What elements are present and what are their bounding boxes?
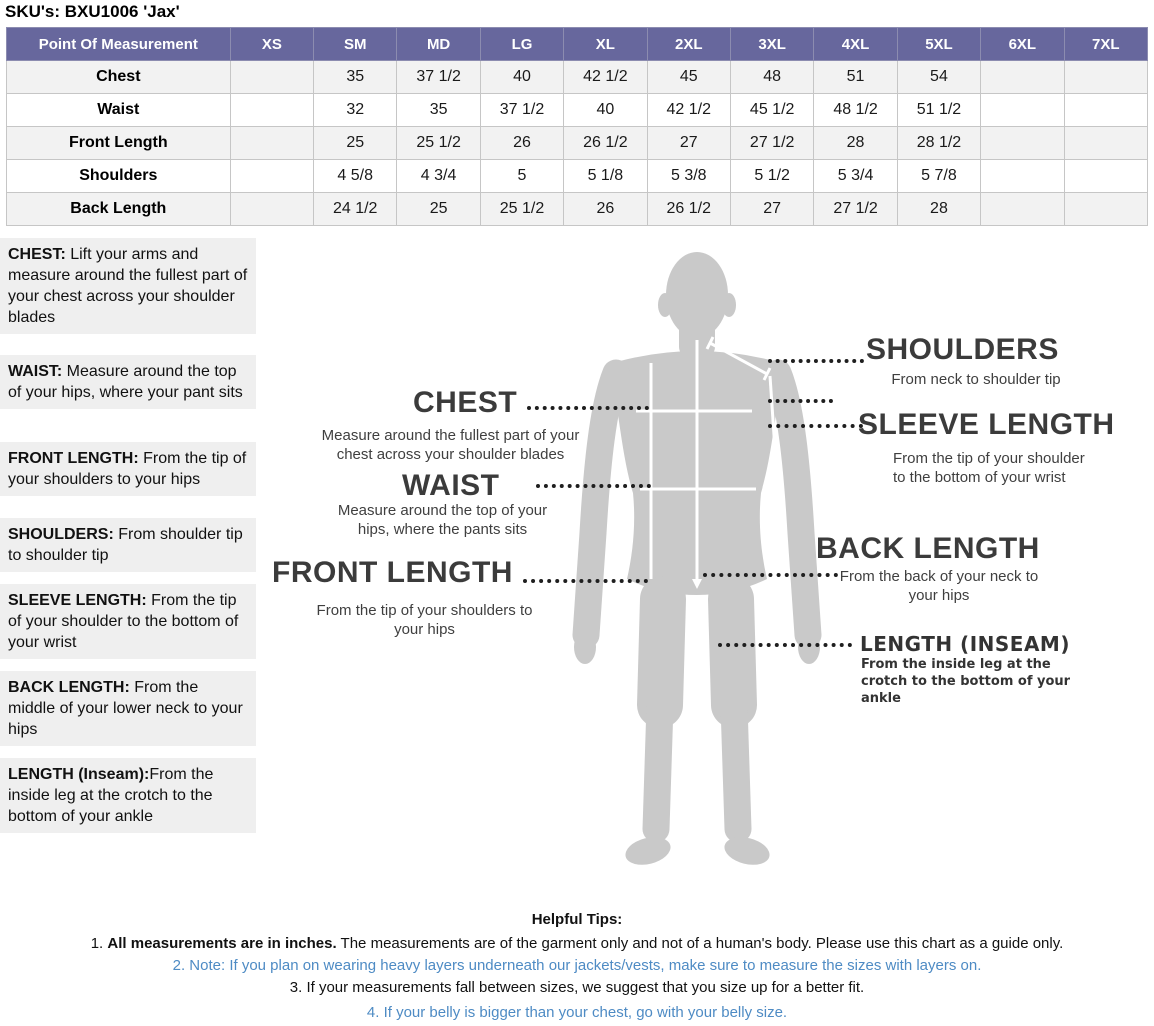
chest-diagram-desc: Measure around the fullest part of your chest across your shoulder blades (321, 427, 580, 463)
col-header-size-lg: LG (480, 28, 563, 61)
definition-box-length-inseam (0, 758, 256, 833)
size-value-cell (981, 193, 1064, 226)
inseam-diagram-desc: From the inside leg at the crotch to the bottom of your ankle (861, 657, 1071, 706)
definition-term: LENGTH (Inseam): (8, 766, 150, 783)
size-value-cell: 51 1/2 (897, 94, 980, 127)
col-header-point-of-measurement: Point Of Measurement (7, 28, 231, 61)
size-value-cell: 27 1/2 (730, 127, 813, 160)
tip-2: 2. Note: If you plan on wearing heavy layers underneath our jackets/vests, make sure to measure the sizes with layers on. (172, 957, 982, 974)
size-value-cell: 26 1/2 (564, 127, 647, 160)
col-header-size-5xl: 5XL (897, 28, 980, 61)
definition-text: From the middle of your lower neck to your hips (8, 679, 243, 738)
size-value-cell: 40 (564, 94, 647, 127)
page-title: SKU's: BXU1006 'Jax' (5, 2, 180, 21)
size-value-cell: 28 1/2 (897, 127, 980, 160)
definition-box-shoulders (0, 518, 256, 572)
size-value-cell: 45 1/2 (730, 94, 813, 127)
definition-box-chest (0, 238, 256, 334)
size-value-cell: 5 1/8 (564, 160, 647, 193)
size-value-cell: 51 (814, 61, 897, 94)
size-value-cell: 35 (314, 61, 397, 94)
size-value-cell: 5 3/8 (647, 160, 730, 193)
size-value-cell: 5 1/2 (730, 160, 813, 193)
size-table-container (6, 27, 1148, 226)
definition-text: From the inside leg at the crotch to the bottom of your ankle (8, 766, 214, 825)
definition-box-back-length (0, 671, 256, 746)
tip-1-text: The measurements are of the garment only and not of a human's body. Please use this chart as a guide only. (336, 935, 1064, 952)
size-value-cell: 48 (730, 61, 813, 94)
col-header-size-2xl: 2XL (647, 28, 730, 61)
size-value-cell (230, 94, 313, 127)
size-value-cell: 4 5/8 (314, 160, 397, 193)
col-header-size-xs: XS (230, 28, 313, 61)
col-header-size-7xl: 7XL (1064, 28, 1147, 61)
definition-term: SLEEVE LENGTH: (8, 592, 147, 609)
size-value-cell: 42 1/2 (564, 61, 647, 94)
definition-term: FRONT LENGTH: (8, 450, 139, 467)
size-value-cell: 40 (480, 61, 563, 94)
chest-diagram-label: CHEST (413, 386, 518, 419)
shoulders-diagram-desc: From neck to shoulder tip (891, 371, 1061, 388)
back-length-diagram-label: BACK LENGTH (816, 532, 1040, 565)
waist-diagram-label: WAIST (402, 469, 500, 502)
size-value-cell (230, 193, 313, 226)
size-value-cell (981, 94, 1064, 127)
table-row-back-length (7, 193, 1148, 226)
sleeve-length-leader-line (768, 424, 863, 428)
size-value-cell: 26 (480, 127, 563, 160)
back-length-diagram-desc: From the back of your neck to your hips (839, 568, 1039, 604)
size-value-cell: 28 (897, 193, 980, 226)
inseam-leader-line (718, 643, 852, 647)
size-value-cell (1064, 160, 1147, 193)
size-value-cell (981, 61, 1064, 94)
size-value-cell: 27 1/2 (814, 193, 897, 226)
body-silhouette-figure (560, 243, 860, 883)
size-table (6, 27, 1148, 226)
definition-text: From shoulder tip to shoulder tip (8, 526, 243, 564)
size-value-cell: 35 (397, 94, 480, 127)
table-row-front-length (7, 127, 1148, 160)
size-value-cell: 37 1/2 (480, 94, 563, 127)
col-header-size-6xl: 6XL (981, 28, 1064, 61)
size-value-cell: 42 1/2 (647, 94, 730, 127)
size-value-cell: 5 7/8 (897, 160, 980, 193)
size-value-cell: 27 (647, 127, 730, 160)
size-value-cell: 37 1/2 (397, 61, 480, 94)
size-value-cell: 5 3/4 (814, 160, 897, 193)
size-value-cell (230, 160, 313, 193)
size-value-cell: 25 1/2 (397, 127, 480, 160)
sleeve-length-diagram-desc: From the tip of your shoulder to the bottom of your wrist (893, 450, 1085, 486)
size-value-cell (981, 127, 1064, 160)
definition-box-front-length (0, 442, 256, 496)
size-value-cell: 24 1/2 (314, 193, 397, 226)
size-value-cell (1064, 61, 1147, 94)
size-value-cell (230, 127, 313, 160)
row-label: Back Length (7, 193, 231, 226)
tip-4: 4. If your belly is bigger than your chest, go with your belly size. (366, 1004, 788, 1021)
col-header-size-4xl: 4XL (814, 28, 897, 61)
row-label: Chest (7, 61, 231, 94)
waist-leader-line (536, 484, 651, 488)
table-row-shoulders (7, 160, 1148, 193)
front-length-leader-line (523, 579, 648, 583)
tip-1-bold-text: All measurements are in inches. (107, 935, 337, 952)
table-row-chest (7, 61, 1148, 94)
col-header-size-3xl: 3XL (730, 28, 813, 61)
definition-term: WAIST: (8, 363, 63, 380)
sleeve-length-diagram-label: SLEEVE LENGTH (858, 408, 1115, 441)
size-value-cell: 25 (314, 127, 397, 160)
size-value-cell: 5 (480, 160, 563, 193)
definition-term: CHEST: (8, 246, 66, 263)
inseam-line (706, 597, 709, 821)
col-header-size-sm: SM (314, 28, 397, 61)
tip-1-number: 1. (90, 935, 108, 952)
size-value-cell: 48 1/2 (814, 94, 897, 127)
definition-term: SHOULDERS: (8, 526, 114, 543)
definition-box-waist (0, 355, 256, 409)
size-value-cell (1064, 94, 1147, 127)
tips-heading: Helpful Tips: (531, 911, 623, 928)
row-label: Waist (7, 94, 231, 127)
size-value-cell: 27 (730, 193, 813, 226)
col-header-size-xl: XL (564, 28, 647, 61)
table-row-waist (7, 94, 1148, 127)
shoulders-leader-line (768, 359, 864, 363)
size-value-cell: 26 (564, 193, 647, 226)
size-value-cell: 4 3/4 (397, 160, 480, 193)
definition-term: BACK LENGTH: (8, 679, 130, 696)
tip-1 (0, 936, 1154, 951)
inseam-diagram-label: LENGTH (INSEAM) (860, 632, 1070, 656)
definition-text: Measure around the top of your hips, where your pant sits (8, 363, 243, 401)
definition-text: From the tip of your shoulder to the bottom of your wrist (8, 592, 239, 651)
definition-text: From the tip of your shoulders to your hips (8, 450, 247, 488)
waist-diagram-desc: Measure around the top of your hips, where the pants sits (337, 502, 548, 538)
sleeve-leader-line-short (768, 399, 833, 403)
definition-box-sleeve-length (0, 584, 256, 659)
size-value-cell: 32 (314, 94, 397, 127)
size-value-cell (1064, 127, 1147, 160)
size-value-cell: 25 1/2 (480, 193, 563, 226)
row-label: Front Length (7, 127, 231, 160)
size-value-cell (230, 61, 313, 94)
chest-leader-line (527, 406, 649, 410)
shoulders-diagram-label: SHOULDERS (866, 333, 1059, 366)
row-label: Shoulders (7, 160, 231, 193)
front-length-diagram-desc: From the tip of your shoulders to your hips (316, 602, 533, 638)
size-value-cell (981, 160, 1064, 193)
size-value-cell: 45 (647, 61, 730, 94)
size-value-cell: 26 1/2 (647, 193, 730, 226)
helpful-tips-section (0, 911, 1154, 1026)
back-length-leader-line (703, 573, 838, 577)
col-header-size-md: MD (397, 28, 480, 61)
size-value-cell (1064, 193, 1147, 226)
size-value-cell: 28 (814, 127, 897, 160)
definition-text: Lift your arms and measure around the fullest part of your chest across your shoulder blades (8, 246, 248, 326)
size-value-cell: 54 (897, 61, 980, 94)
size-value-cell: 25 (397, 193, 480, 226)
front-length-diagram-label: FRONT LENGTH (272, 556, 513, 589)
tip-3: 3. If your measurements fall between sizes, we suggest that you size up for a better fit. (289, 979, 865, 996)
